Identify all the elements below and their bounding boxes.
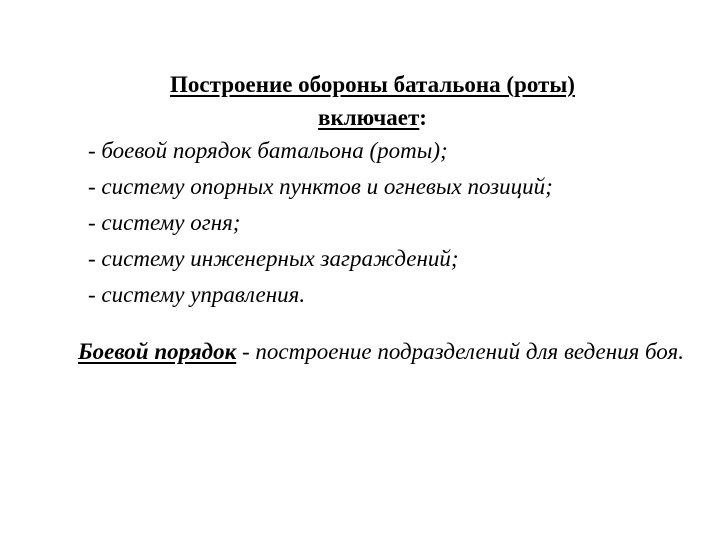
title-colon: :	[419, 105, 427, 130]
title-line-1: Построение обороны батальона (роты)	[170, 72, 575, 97]
list-item	[88, 169, 698, 205]
list-item-text: систему инженерных заграждений;	[101, 246, 459, 271]
title-line-2: включает	[318, 105, 420, 130]
list-item	[88, 277, 698, 313]
list-item-text: систему огня;	[101, 210, 241, 235]
list-dash: -	[88, 210, 96, 235]
definition-term: Боевой порядок	[78, 339, 237, 364]
list-item-text: систему управления.	[101, 282, 306, 307]
list-dash: -	[88, 246, 96, 271]
list-dash: -	[88, 138, 96, 163]
list-item-text: систему опорных пунктов и огневых позиций;	[101, 174, 553, 199]
list-item	[88, 241, 698, 277]
list-item	[88, 133, 698, 169]
slide-title	[90, 68, 655, 134]
definition-paragraph	[78, 334, 698, 369]
definition-text: построение подразделений для ведения боя.	[255, 339, 684, 364]
definition-dash: -	[236, 339, 256, 364]
list-dash: -	[88, 174, 96, 199]
list-item	[88, 205, 698, 241]
list-dash: -	[88, 282, 96, 307]
list-item-text: боевой порядок батальона (роты);	[101, 138, 448, 163]
components-list	[88, 133, 698, 313]
